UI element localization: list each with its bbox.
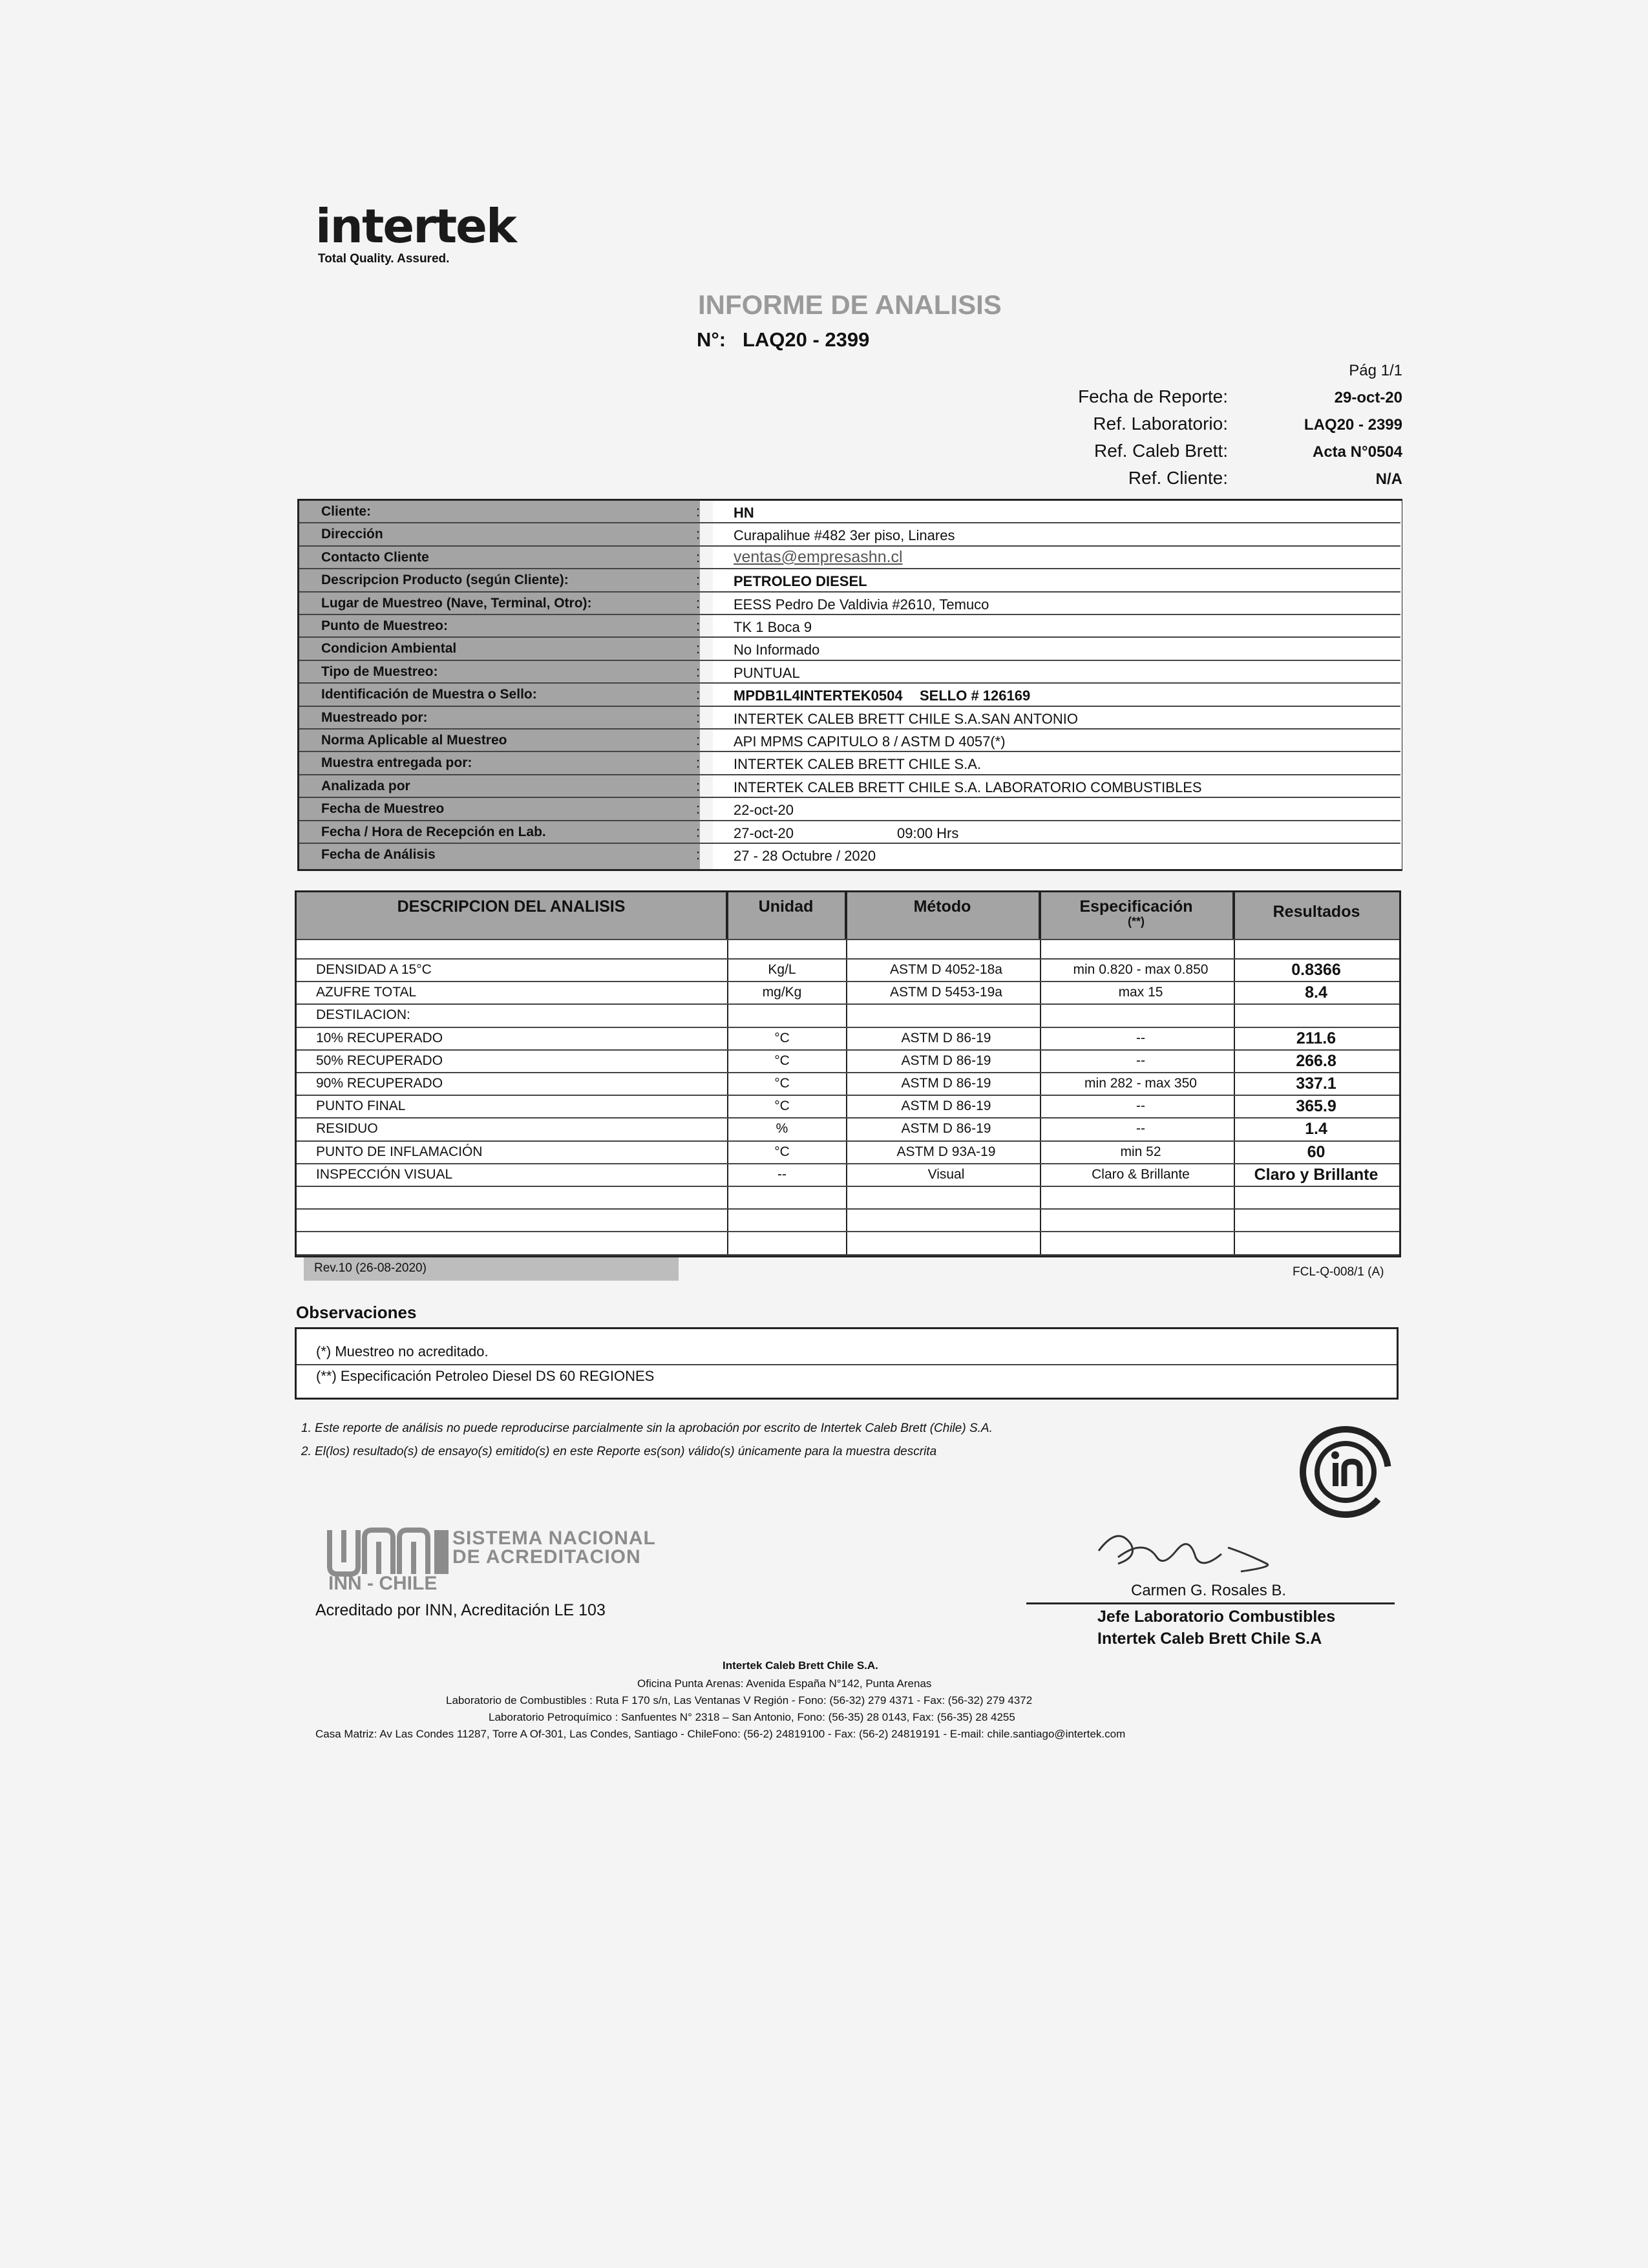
client-field-label: Tipo de Muestreo: xyxy=(321,664,438,679)
signatory-title: Jefe Laboratorio Combustibles xyxy=(1097,1608,1336,1626)
logo-tagline: Total Quality. Assured. xyxy=(318,252,450,266)
footer-line: Laboratorio Petroquímico : Sanfuentes N° 2318 – San Antonio, Fono: (56-35) 28 0143, Fax: (56-35) 28 4255 xyxy=(489,1711,1015,1723)
analysis-spec: Claro & Brillante xyxy=(1092,1166,1190,1182)
note-item: 2. El(los) resultado(s) de ensayo(s) emitido(s) en este Reporte es(son) válido(s) únicamente para la muestra descrita xyxy=(301,1445,937,1458)
row-divider xyxy=(297,1186,1399,1187)
header-results: Resultados xyxy=(1234,892,1399,939)
colon-separator: : xyxy=(696,686,701,703)
page-indicator: Pág 1/1 xyxy=(1349,362,1402,379)
header-spec: Especificación (**) xyxy=(1040,892,1234,939)
client-field-label: Lugar de Muestreo (Nave, Terminal, Otro): xyxy=(321,595,592,611)
analysis-method: ASTM D 93A-19 xyxy=(896,1144,996,1159)
colon-separator: : xyxy=(696,640,701,657)
ref-row xyxy=(1008,468,1409,495)
analysis-row xyxy=(297,958,1399,981)
client-info-row xyxy=(299,684,1400,706)
analysis-unit: % xyxy=(776,1121,788,1137)
row-divider xyxy=(297,1254,1399,1255)
analysis-row xyxy=(297,1027,1399,1049)
client-field-label: Punto de Muestreo: xyxy=(321,618,449,633)
analysis-name: DESTILACION: xyxy=(316,1007,410,1023)
analysis-method: ASTM D 86-19 xyxy=(901,1098,991,1114)
client-field-value: EESS Pedro De Valdivia #2610, Temuco xyxy=(734,596,989,613)
observation-item: (*) Muestreo no acreditado. xyxy=(316,1343,489,1360)
analysis-spec: -- xyxy=(1136,1121,1145,1137)
intertek-logo: intertek xyxy=(315,199,516,253)
client-info-table xyxy=(297,499,1402,871)
analysis-result: 337.1 xyxy=(1296,1075,1336,1093)
handwritten-signature xyxy=(1092,1512,1299,1583)
client-field-label: Analizada por xyxy=(321,778,410,793)
analysis-method: ASTM D 86-19 xyxy=(901,1053,991,1068)
analysis-unit: mg/Kg xyxy=(762,985,802,1000)
inn-line2: DE ACREDITACION xyxy=(452,1546,641,1568)
analysis-result: 365.9 xyxy=(1296,1097,1336,1116)
colon-separator: : xyxy=(696,572,701,589)
analysis-unit: °C xyxy=(774,1144,790,1159)
header-method: Método xyxy=(846,892,1040,939)
footer-line: Oficina Punta Arenas: Avenida España N°142, Punta Arenas xyxy=(637,1677,932,1690)
client-field-value: PUNTUAL xyxy=(734,664,800,681)
client-field-label: Muestreado por: xyxy=(321,709,428,725)
client-field-value: HN xyxy=(734,505,754,521)
analysis-spec: -- xyxy=(1136,1053,1145,1068)
footer-line: Casa Matriz: Av Las Condes 11287, Torre A Of-301, Las Condes, Santiago - ChileFono: (56-2) 24819100 - Fax: (56-2) 24819191 - E-mail: chile.santiago@intertek.com xyxy=(315,1728,1126,1740)
analysis-method: ASTM D 5453-19a xyxy=(890,985,1002,1000)
analysis-spec: -- xyxy=(1136,1030,1145,1045)
analysis-name: 10% RECUPERADO xyxy=(316,1030,443,1045)
row-divider xyxy=(297,1208,1399,1210)
client-field-value: PETROLEO DIESEL xyxy=(734,573,867,590)
client-field-value: TK 1 Boca 9 xyxy=(734,619,812,635)
analysis-row xyxy=(297,1003,1399,1026)
accreditation-text: Acreditado por INN, Acreditación LE 103 xyxy=(315,1601,606,1619)
client-info-row xyxy=(299,615,1400,638)
analysis-method: ASTM D 86-19 xyxy=(901,1030,991,1045)
client-field-value-extra: 09:00 Hrs xyxy=(897,824,959,841)
client-info-row xyxy=(299,821,1400,844)
client-info-row xyxy=(299,798,1400,821)
ref-label: Ref. Laboratorio: xyxy=(1093,414,1228,434)
header-description: DESCRIPCION DEL ANALISIS xyxy=(297,892,727,939)
client-field-label: Fecha de Muestreo xyxy=(321,801,445,817)
inn-line1: SISTEMA NACIONAL xyxy=(452,1528,656,1549)
client-field-label: Norma Aplicable al Muestreo xyxy=(321,733,507,748)
analysis-result: Claro y Brillante xyxy=(1254,1165,1379,1184)
client-field-value: 22-oct-20 xyxy=(734,802,794,819)
client-field-value: API MPMS CAPITULO 8 / ASTM D 4057(*) xyxy=(734,733,1006,750)
analysis-result: 60 xyxy=(1307,1142,1326,1161)
row-divider xyxy=(297,939,1399,940)
observations-title: Observaciones xyxy=(296,1303,417,1322)
analysis-row xyxy=(297,1072,1399,1095)
client-field-value: 27-oct-20 xyxy=(734,824,794,841)
analysis-spec: min 52 xyxy=(1120,1144,1161,1159)
colon-separator: : xyxy=(696,755,701,772)
analysis-unit: °C xyxy=(774,1030,790,1045)
ref-value: Acta N°0504 xyxy=(1312,443,1402,461)
client-field-value-extra: SELLO # 126169 xyxy=(920,688,1031,704)
client-info-row xyxy=(299,523,1400,546)
client-field-value: 27 - 28 Octubre / 2020 xyxy=(734,848,876,864)
signatory-company: Intertek Caleb Brett Chile S.A xyxy=(1097,1630,1322,1648)
analysis-spec: min 0.820 - max 0.850 xyxy=(1073,962,1209,977)
analysis-unit: -- xyxy=(777,1166,787,1182)
ref-value: N/A xyxy=(1375,470,1402,488)
client-field-label: Condicion Ambiental xyxy=(321,641,457,656)
client-field-label: Cliente: xyxy=(321,504,372,519)
analysis-row xyxy=(297,981,1399,1003)
client-field-value: INTERTEK CALEB BRETT CHILE S.A. xyxy=(734,756,982,773)
colon-separator: : xyxy=(696,503,701,520)
colon-separator: : xyxy=(696,618,701,634)
colon-separator: : xyxy=(696,594,701,611)
header-unit: Unidad xyxy=(727,892,846,939)
client-field-value: MPDB1L4INTERTEK0504 xyxy=(734,688,903,704)
ref-row xyxy=(1008,441,1409,468)
analysis-row xyxy=(297,1140,1399,1163)
footer-line: Intertek Caleb Brett Chile S.A. xyxy=(723,1659,878,1672)
analysis-name: 50% RECUPERADO xyxy=(316,1053,443,1068)
analysis-name: AZUFRE TOTAL xyxy=(316,985,417,1000)
client-info-row xyxy=(299,844,1400,866)
observations-box xyxy=(295,1327,1399,1400)
analysis-name: PUNTO FINAL xyxy=(316,1098,406,1114)
ref-label: Fecha de Reporte: xyxy=(1078,386,1228,406)
report-number-label: N°: xyxy=(697,328,726,351)
client-info-row xyxy=(299,569,1400,592)
analysis-name: 90% RECUPERADO xyxy=(316,1076,443,1091)
analysis-spec: -- xyxy=(1136,1098,1145,1114)
analysis-unit: °C xyxy=(774,1076,790,1091)
report-number-value: LAQ20 - 2399 xyxy=(742,328,870,351)
colon-separator: : xyxy=(696,801,701,817)
analysis-spec: min 282 - max 350 xyxy=(1084,1076,1197,1091)
client-info-row xyxy=(299,661,1400,684)
report-title: INFORME DE ANALISIS xyxy=(698,289,1002,320)
client-info-row xyxy=(299,752,1400,775)
observation-item: (**) Especificación Petroleo Diesel DS 60 REGIONES xyxy=(316,1368,655,1384)
analysis-unit: °C xyxy=(774,1098,790,1114)
row-divider xyxy=(297,1231,1399,1232)
client-field-label: Contacto Cliente xyxy=(321,549,429,565)
client-info-row xyxy=(299,638,1400,660)
client-field-label: Muestra entregada por: xyxy=(321,755,472,771)
client-field-label: Identificación de Muestra o Sello: xyxy=(321,687,537,702)
client-info-row xyxy=(299,547,1400,569)
inn-text xyxy=(452,1529,656,1566)
analysis-result: 266.8 xyxy=(1296,1051,1336,1070)
client-info-row xyxy=(299,707,1400,730)
signature-line xyxy=(1026,1602,1395,1604)
analysis-unit: °C xyxy=(774,1053,790,1068)
client-field-label: Dirección xyxy=(321,527,383,542)
client-field-value: No Informado xyxy=(734,642,820,658)
analysis-table xyxy=(295,890,1401,1257)
analysis-method: ASTM D 86-19 xyxy=(901,1076,991,1091)
analysis-method: Visual xyxy=(927,1166,965,1182)
analysis-result: 211.6 xyxy=(1296,1029,1336,1047)
colon-separator: : xyxy=(696,846,701,863)
header-spec-note: (**) xyxy=(1128,915,1145,928)
analysis-method: ASTM D 4052-18a xyxy=(890,962,1002,977)
client-field-label: Descripcion Producto (según Cliente): xyxy=(321,572,569,588)
client-field-label: Fecha de Análisis xyxy=(321,847,436,862)
colon-separator: : xyxy=(696,777,701,794)
client-info-row xyxy=(299,593,1400,615)
colon-separator: : xyxy=(696,732,701,748)
analysis-unit: Kg/L xyxy=(768,962,796,977)
colon-separator: : xyxy=(696,549,701,565)
form-code: FCL-Q-008/1 (A) xyxy=(1293,1265,1384,1279)
ref-row xyxy=(1008,386,1409,414)
signatory-name: Carmen G. Rosales B. xyxy=(1131,1582,1287,1599)
client-field-value: Curapalihue #482 3er piso, Linares xyxy=(734,527,955,544)
analysis-result: 8.4 xyxy=(1305,983,1327,1002)
colon-separator: : xyxy=(696,709,701,726)
inn-org: INN - CHILE xyxy=(328,1573,438,1594)
analysis-result: 1.4 xyxy=(1305,1120,1327,1139)
colon-separator: : xyxy=(696,663,701,680)
client-field-value: INTERTEK CALEB BRETT CHILE S.A.SAN ANTONIO xyxy=(734,710,1079,727)
ref-value: LAQ20 - 2399 xyxy=(1304,416,1402,434)
ref-row xyxy=(1008,414,1409,441)
report-number xyxy=(697,328,869,352)
analysis-row xyxy=(297,1049,1399,1072)
client-field-label: Fecha / Hora de Recepción en Lab. xyxy=(321,824,546,839)
ref-label: Ref. Cliente: xyxy=(1128,468,1228,488)
ref-label: Ref. Caleb Brett: xyxy=(1094,441,1228,461)
analysis-name: INSPECCIÓN VISUAL xyxy=(316,1166,453,1182)
client-field-value: ventas@empresashn.cl xyxy=(734,547,903,566)
revision-label: Rev.10 (26-08-2020) xyxy=(304,1257,679,1281)
ref-value: 29-oct-20 xyxy=(1334,389,1402,406)
client-info-row xyxy=(299,775,1400,798)
colon-separator: : xyxy=(696,823,701,840)
accreditation-badge-icon xyxy=(1296,1423,1395,1521)
client-field-value: INTERTEK CALEB BRETT CHILE S.A. LABORATORIO COMBUSTIBLES xyxy=(734,779,1202,795)
analysis-row xyxy=(297,1163,1399,1186)
analysis-row xyxy=(297,1117,1399,1140)
analysis-method: ASTM D 86-19 xyxy=(901,1121,991,1137)
colon-separator: : xyxy=(696,526,701,543)
analysis-row xyxy=(297,1095,1399,1117)
analysis-name: RESIDUO xyxy=(316,1121,378,1137)
client-info-row xyxy=(299,730,1400,752)
analysis-spec: max 15 xyxy=(1118,985,1163,1000)
analysis-name: DENSIDAD A 15°C xyxy=(316,962,432,977)
footer-line: Laboratorio de Combustibles : Ruta F 170 s/n, Las Ventanas V Región - Fono: (56-32) 279 4371 - Fax: (56-32) 279 4372 xyxy=(446,1694,1033,1706)
analysis-name: PUNTO DE INFLAMACIÓN xyxy=(316,1144,483,1159)
client-info-row xyxy=(299,501,1400,523)
analysis-result: 0.8366 xyxy=(1291,961,1341,979)
note-item: 1. Este reporte de análisis no puede reproducirse parcialmente sin la aprobación por escrito de Intertek Caleb Brett (Chile) S.A. xyxy=(301,1422,993,1435)
